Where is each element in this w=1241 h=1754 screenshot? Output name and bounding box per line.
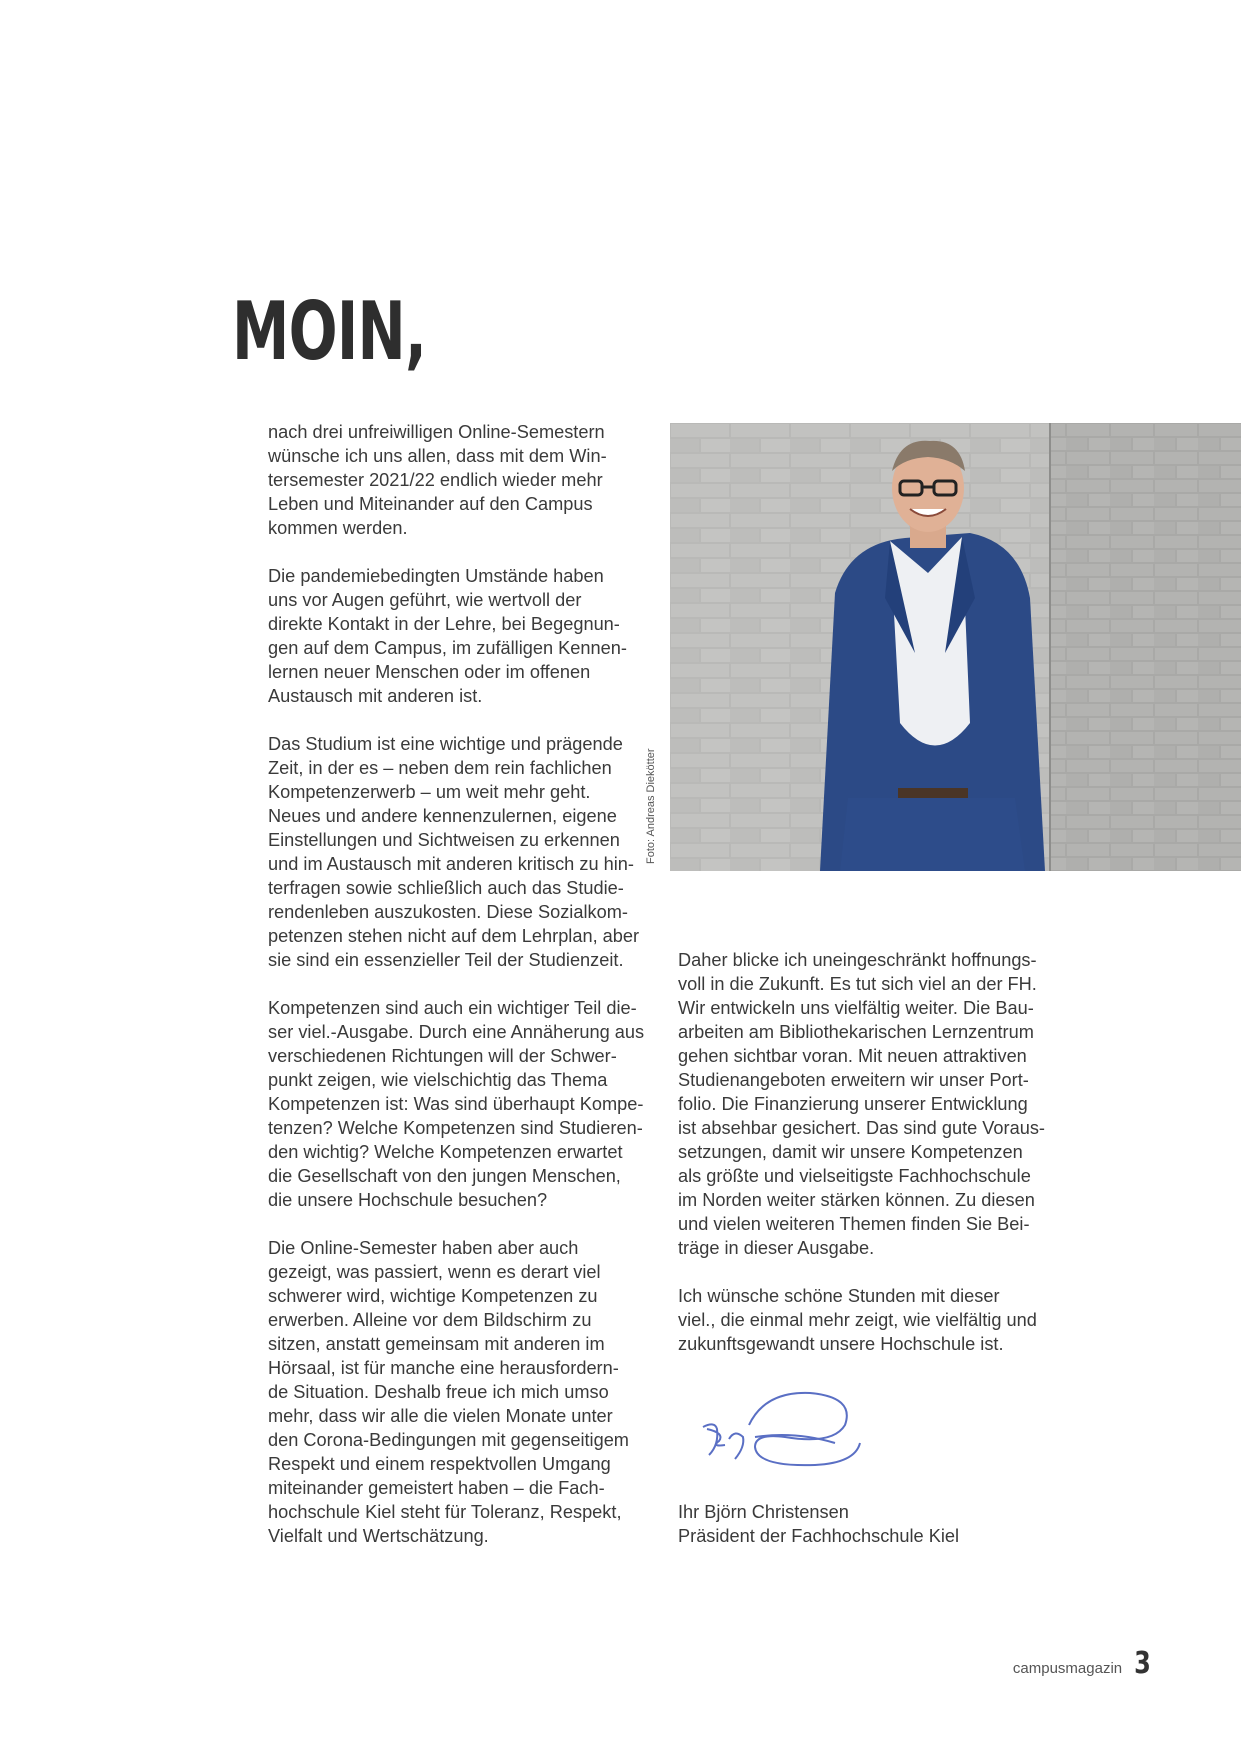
paragraph: Die Online-Semester haben aber auch gezeigt, was passiert, wenn es derart viel schwerer wird, wichtige Kompetenzen zu erwerben. Alleine vor dem Bildschirm zu sitzen, anstatt gemeinsam mit anderen im Hörsaal, ist für manche eine herausfordern- de Situation. Deshalb freue ich mich umso mehr, dass wir alle die vielen Monate unter den Corona-Bedingungen mit gegenseitigem Respekt und einem respektvollen Umgang miteinander gemeistert haben – die Fach- hochschule Kiel steht für Toleranz, Respekt, Vielfalt und Wertschätzung. [268,1238,629,1546]
right-column [678,948,1068,1380]
photo-credit: Foto: Andreas Diekötter [645,748,657,864]
paragraph: Das Studium ist eine wichtige und prägende Zeit, in der es – neben dem rein fachlichen Kompetenzerwerb – um weit mehr geht. Neues und andere kennenzulernen, eigene Einstellungen und Sichtweisen zu erkennen und im Austausch mit anderen kritisch zu hin- terfragen sowie schließlich auch das Studie- rendenleben auszukosten. Diese Sozialkom- petenzen stehen nicht auf dem Lehrplan, aber sie sind ein essenzieller Teil der Studienzeit. [268,734,640,970]
paragraph: nach drei unfreiwilligen Online-Semestern wünsche ich uns allen, dass mit dem Win- tersemester 2021/22 endlich wieder mehr Leben und Miteinander auf den Campus kommen werden. [268,422,607,538]
left-column [268,420,658,1572]
magazine-name: campusmagazin [1012,1660,1123,1677]
signature [695,1385,875,1475]
paragraph: Kompetenzen sind auch ein wichtiger Teil die- ser viel.-Ausgabe. Durch eine Annäherung aus verschiedenen Richtungen will der Schwer- punkt zeigen, wie vielschichtig das Thema Kompetenzen ist: Was sind überhaupt Kompe- tenzen? Welche Kompetenzen sind Studieren- den wichtig? Welche Kompetenzen erwartet die Gesellschaft von den jungen Menschen, die unsere Hochschule besuchen? [268,998,645,1210]
portrait-illustration [670,423,1241,871]
headline: MOIN, [232,285,427,378]
signature-icon [695,1385,875,1475]
paragraph: Ich wünsche schöne Stunden mit dieser viel., die einmal mehr zeigt, wie vielfältig und zukunftsgewandt unsere Hochschule ist. [678,1286,1037,1354]
portrait-photo [670,423,1241,871]
paragraph: Die pandemiebedingten Umstände haben uns vor Augen geführt, wie wertvoll der direkte Kontakt in der Lehre, bei Begegnun- gen auf dem Campus, im zufälligen Kennen- lernen neuer Menschen oder im offenen Austausch mit anderen ist. [268,566,627,706]
paragraph: Daher blicke ich uneingeschränkt hoffnungs- voll in die Zukunft. Es tut sich viel an der FH. Wir entwickeln uns vielfältig weiter. Die Bau- arbeiten am Bibliothekarischen Lernzentrum gehen sichtbar voran. Mit neuen attraktiven Studienangeboten erweitern wir unser Port- folio. Die Finanzierung unserer Entwicklung ist absehbar gesichert. Das sind gute Voraus- setzungen, damit wir unsere Kompetenzen als größte und vielseitigste Fachhochschule im Norden weiter stärken können. Zu diesen und vielen weiteren Themen finden Sie Bei- träge in dieser Ausgabe. [678,950,1045,1258]
page-number: 3 [1134,1646,1151,1681]
closing-name: Ihr Björn Christensen [678,1502,849,1522]
footer [1013,1646,1153,1681]
closing [678,1500,959,1548]
closing-title: Präsident der Fachhochschule Kiel [678,1526,960,1546]
